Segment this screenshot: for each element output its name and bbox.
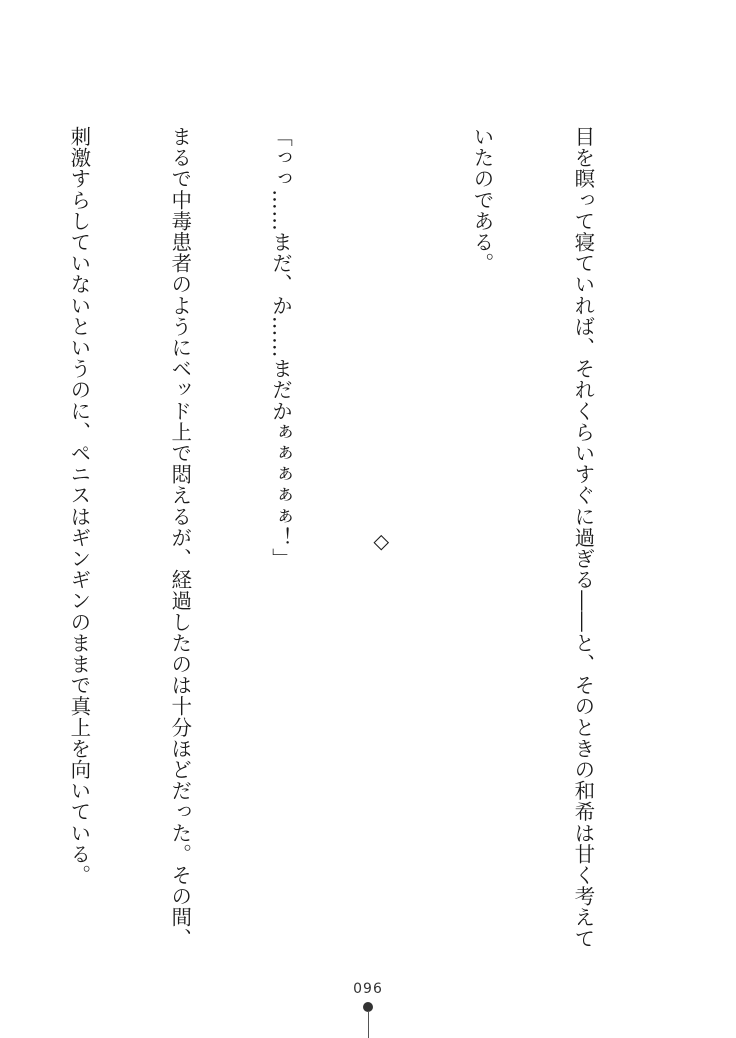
body-text [66,126,666,956]
text-line: 目を瞑って寝ていれば、それくらいすぐに過ぎる――と、そのときの和希は甘く考えて [570,126,595,949]
text-line: 「っっ……まだ、か……まだかぁぁぁぁぁ！」 [268,126,293,570]
page-marker-icon [363,1002,373,1038]
text-line: いたのである。 [470,126,495,274]
text-line: まるで中毒患者のようにベッド上で悶えるが、経過したのは十分ほどだった。その間、 [167,126,192,949]
text-line: 刺激すらしていないというのに、ペニスはギンギンのままで真上を向いている。 [66,126,91,886]
marker-line [368,1011,369,1038]
section-break-diamond: ◇ [369,528,394,554]
page-number: 096 [353,981,383,997]
